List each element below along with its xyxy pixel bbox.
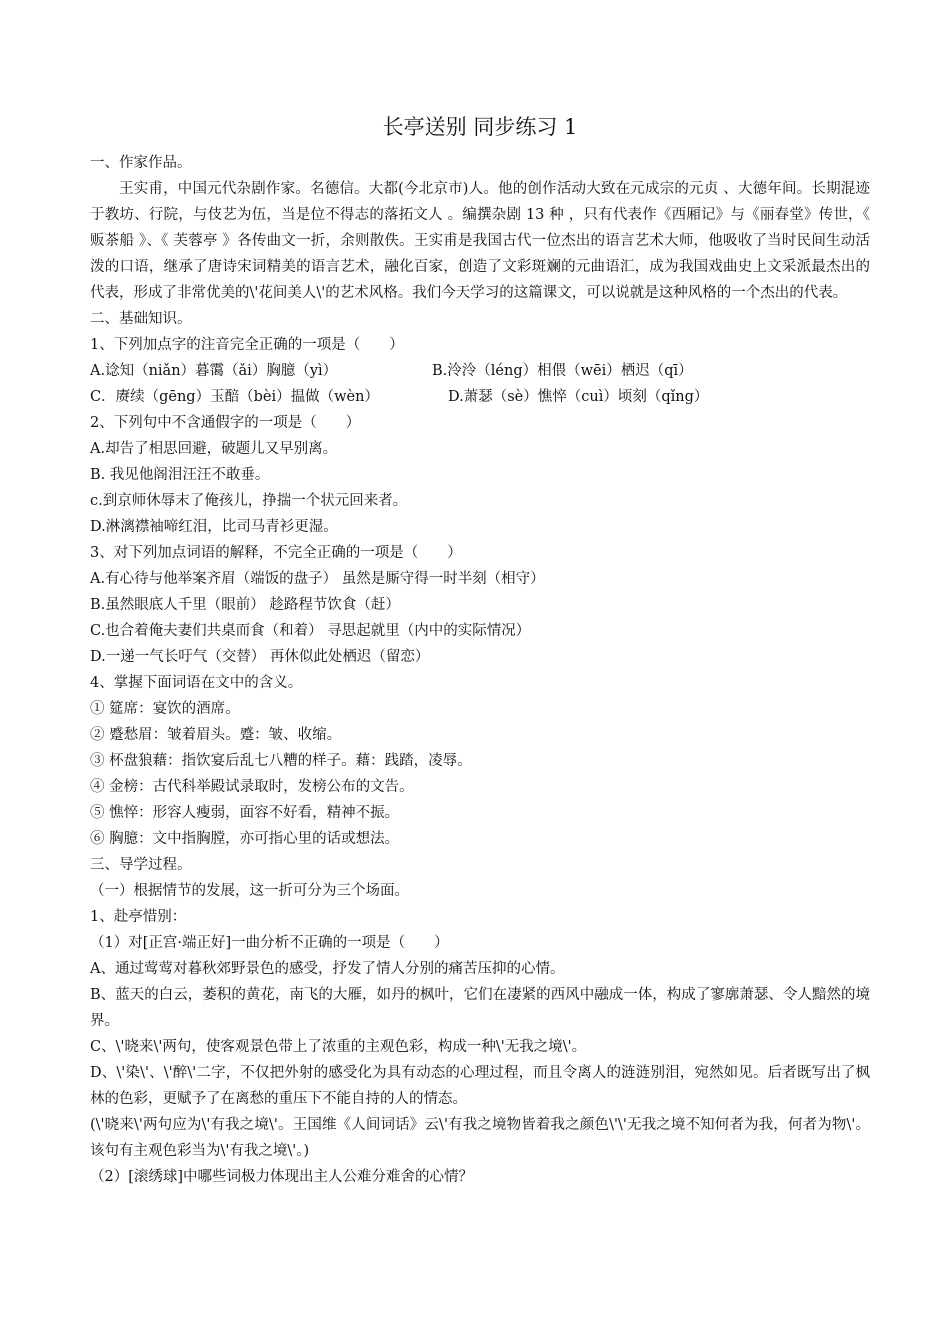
question-2-option-a: A.却告了相思回避，破题儿又早别离。 (90, 441, 338, 457)
guide-question-1-option-d: D、\'染\'、\'醉\'二字，不仅把外射的感受化为具有动态的心理过程，而且令离人的涟涟别泪，宛然如见。后者既写出了枫林的色彩，更赋予了在离愁的重压下不能自持的人的情态。 (90, 1065, 870, 1107)
vocab-item: ⑥ 胸臆：文中指胸膛，亦可指心里的话或想法。 (90, 831, 400, 847)
question-1-options-row-1 (90, 358, 870, 384)
question-3-option-b: B.虽然眼底人千里（眼前） 趁路程节饮食（赶） (90, 597, 400, 613)
part-heading: 1、赴亭惜别： (90, 909, 187, 925)
question-4-stem: 4、掌握下面词语在文中的含义。 (90, 675, 303, 691)
vocab-item: ② 蹙愁眉：皱着眉头。蹙：皱、收缩。 (90, 727, 342, 743)
guide-question-1-option-c: C、\'晓来\'两句，使客观景色带上了浓重的主观色彩，构成一种\'无我之境\'。 (90, 1039, 587, 1055)
vocab-item: ⑤ 憔悴：形容人瘦弱，面容不好看，精神不振。 (90, 805, 400, 821)
section-heading-author: 一、作家作品。 (90, 155, 192, 171)
question-1-stem: 1、下列加点字的注音完全正确的一项是（ ） (90, 337, 404, 353)
question-1-options-row-2 (90, 384, 870, 410)
question-1-option-c: C．赓续（gēng）玉醅（bèi）揾做（wèn） (90, 389, 379, 405)
guide-question-2-stem: （2）[滚绣球]中哪些词极力体现出主人公难分难舍的心情？ (90, 1169, 474, 1185)
guide-question-1-stem: （1）对[正宫·端正好]一曲分析不正确的一项是（ ） (90, 935, 449, 951)
question-1-option-b: B.泠泠（léng）相偎（wēi）栖迟（qī） (432, 363, 693, 379)
question-3-option-a: A.有心待与他举案齐眉（端饭的盘子） 虽然是厮守得一时半刻（相守） (90, 571, 545, 587)
guide-question-1-option-a: A、通过莺莺对暮秋郊野景色的感受，抒发了情人分别的痛苦压抑的心情。 (90, 961, 565, 977)
vocab-item: ④ 金榜：古代科举殿试录取时，发榜公布的文告。 (90, 779, 414, 795)
question-2-stem: 2、下列句中不含通假字的一项是（ ） (90, 415, 361, 431)
question-1-option-d: D.萧瑟（sè）憔悴（cuì）顷刻（qǐng） (448, 389, 709, 405)
guide-question-1-note: (\'晓来\'两句应为\'有我之境\'。王国维《人间词话》云\'有我之境物皆着我之颜色\'\'无我之境不知何者为我，何者为物\'。该句有主观色彩当为\'有我之境\'。) (90, 1117, 870, 1159)
page-title: 长亭送别 同步练习 1 (382, 115, 578, 139)
vocab-item: ① 筵席：宴饮的酒席。 (90, 701, 240, 717)
author-paragraph: 王实甫，中国元代杂剧作家。名德信。大都(今北京市)人。他的创作活动大致在元成宗的元贞 、大德年间。长期混迹于教坊、行院，与伎艺为伍，当是位不得志的落拓文人 。编撰杂剧 13 种 ，只有代表作《西厢记》与《丽春堂》传世，《 贩茶船 》、《 芙蓉亭 》各传曲文一折，余则散佚。王实甫是我国古代一位杰出的语言艺术大师，他吸收了当时民间生动活泼的口语，继承了唐诗宋词精美的语言艺术，融化百家，创造了文彩斑斓的元曲语汇，成为我国戏曲史上文采派最杰出的代表，形成了非常优美的\'花间美人\'的艺术风格。我们今天学习的这篇课文，可以说就是这种风格的一个杰出的代表。 (90, 181, 870, 301)
question-3-option-d: D.一递一气长吁气（交替） 再休似此处栖迟（留恋） (90, 649, 430, 665)
question-2-option-d: D.淋漓襟袖啼红泪，比司马青衫更湿。 (90, 519, 338, 535)
section-heading-guide: 三、导学过程。 (90, 857, 192, 873)
guide-question-1-option-b: B、蓝天的白云，萎积的黄花，南飞的大雁，如丹的枫叶，它们在凄紧的西风中融成一体，构成了寥廓萧瑟、令人黯然的境界。 (90, 987, 870, 1029)
question-3-option-c: C.也合着俺夫妻们共桌而食（和着） 寻思起就里（内中的实际情况） (90, 623, 531, 639)
section-heading-basics: 二、基础知识。 (90, 311, 192, 327)
question-1-option-a: A.谂知（niǎn）暮霭（ǎi）胸臆（yì） (90, 363, 338, 379)
document-page (90, 112, 870, 1190)
question-2-option-c: c.到京师休辱末了俺孩儿，挣揣一个状元回来者。 (90, 493, 408, 509)
subsection-heading: （一）根据情节的发展，这一折可分为三个场面。 (90, 883, 409, 899)
question-3-stem: 3、对下列加点词语的解释，不完全正确的一项是（ ） (90, 545, 462, 561)
vocab-item: ③ 杯盘狼藉：指饮宴后乱七八糟的样子。藉：践踏，凌辱。 (90, 753, 472, 769)
question-2-option-b: B. 我见他阁泪汪汪不敢垂。 (90, 467, 270, 483)
